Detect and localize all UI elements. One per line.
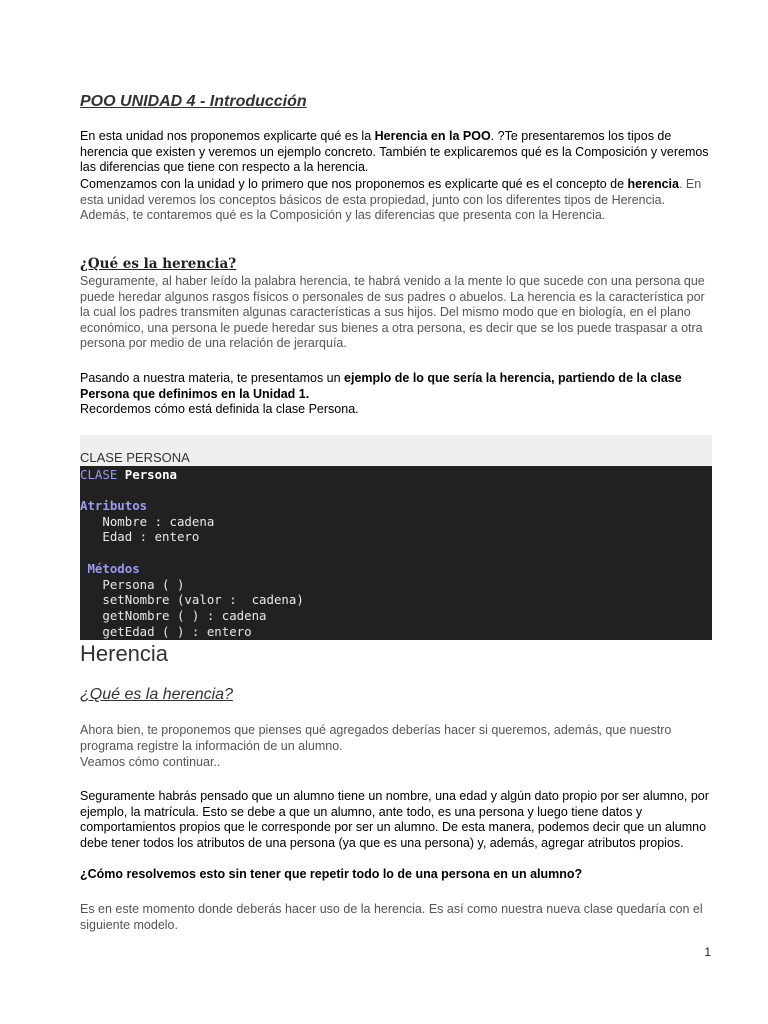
code-line: Edad : entero <box>80 529 200 544</box>
code-keyword: CLASE <box>80 467 118 482</box>
page-title: POO UNIDAD 4 - Introducción <box>80 93 307 110</box>
code-class-name: Persona <box>117 467 177 482</box>
herencia-paragraph: Seguramente habrás pensado que un alumno tiene un nombre, una edad y algún dato propio por ser alumno, por ejemplo, la matrícula. Esto se debe a que un alumno, ante todo, es una persona y luego tiene datos y comportamientos propios que le corresponde por ser un alumno. De esta manera, podemos decir que un alumno debe tener todos los atributos de una persona (ya que es una persona) y, además, agregar atributos propios. <box>80 789 709 850</box>
intro-text: En esta unidad nos proponemos explicarte qué es la <box>80 129 375 143</box>
herencia-paragraph: Veamos cómo continuar.. <box>80 755 221 769</box>
intro-bold-term: herencia <box>627 177 679 191</box>
code-line: getNombre ( ) : cadena <box>80 608 267 623</box>
herencia-subheading: ¿Qué es la herencia? <box>80 686 233 703</box>
section-bold-text: ejemplo de lo que sería la herencia, partiendo de la clase Persona que definimos en la Unidad 1. <box>80 371 682 401</box>
intro-paragraph-1 <box>80 129 712 176</box>
code-line: Nombre : cadena <box>80 514 215 529</box>
section-heading: ¿Qué es la herencia? <box>80 256 237 272</box>
intro-paragraph-2 <box>80 177 712 224</box>
code-header-bar <box>80 435 712 466</box>
intro-text: . ?Te presentaremos los tipos de herencia que existen y veremos un ejemplo concreto. También te explicaremos qué es la Composición y veremos las diferencias que tiene con respecto a la herencia. <box>80 129 709 175</box>
code-line: setNombre (valor : cadena) <box>80 592 304 607</box>
intro-text: Comenzamos con la unidad y lo primero que nos proponemos es explicarte qué es el concepto de <box>80 177 628 191</box>
intro-bold-term: Herencia en la POO <box>374 129 491 143</box>
section-body: Seguramente, al haber leído la palabra herencia, te habrá venido a la mente lo que sucede con una persona que puede heredar algunos rasgos físicos o personales de sus padres o abuelos. La herencia es la característica por la cual los padres transmiten algunas características a sus hijos. Del mismo modo que en biología, en el plano económico, una persona le puede heredar sus bienes a otra persona, es decir que se los puede traspasar a otra persona por medio de una relación de jerarquía. <box>80 274 705 351</box>
section-text: Pasando a nuestra materia, te presentamos un <box>80 371 345 385</box>
section-paragraph: Recordemos cómo está definida la clase Persona. <box>80 402 359 416</box>
herencia-heading: Herencia <box>80 641 169 666</box>
code-line: Métodos <box>80 561 140 576</box>
code-line: Atributos <box>80 498 148 513</box>
code-header-label: CLASE PERSONA <box>80 450 190 465</box>
code-line: Persona ( ) <box>80 577 185 592</box>
code-line: getEdad ( ) : entero <box>80 624 252 639</box>
herencia-question-text: ¿Cómo resolvemos esto sin tener que repetir todo lo de una persona en un alumno? <box>80 867 583 881</box>
herencia-paragraph: Ahora bien, te proponemos que pienses qué agregados deberías hacer si queremos, además, que nuestro programa registre la información de un alumno. <box>80 723 672 753</box>
code-line <box>80 467 177 483</box>
herencia-question <box>80 867 712 883</box>
herencia-paragraph: Es en este momento donde deberás hacer uso de la herencia. Es así como nuestra nueva clase quedaría con el siguiente modelo. <box>80 902 703 932</box>
code-block <box>80 466 712 640</box>
page-number: 1 <box>704 945 711 959</box>
intro-text: . En esta unidad veremos los conceptos básicos de esta propiedad, junto con los diferentes tipos de Herencia. Además, te contaremos qué es la Composición y las diferencias que presenta con la Herencia. <box>80 177 702 223</box>
section-paragraph <box>80 371 712 402</box>
